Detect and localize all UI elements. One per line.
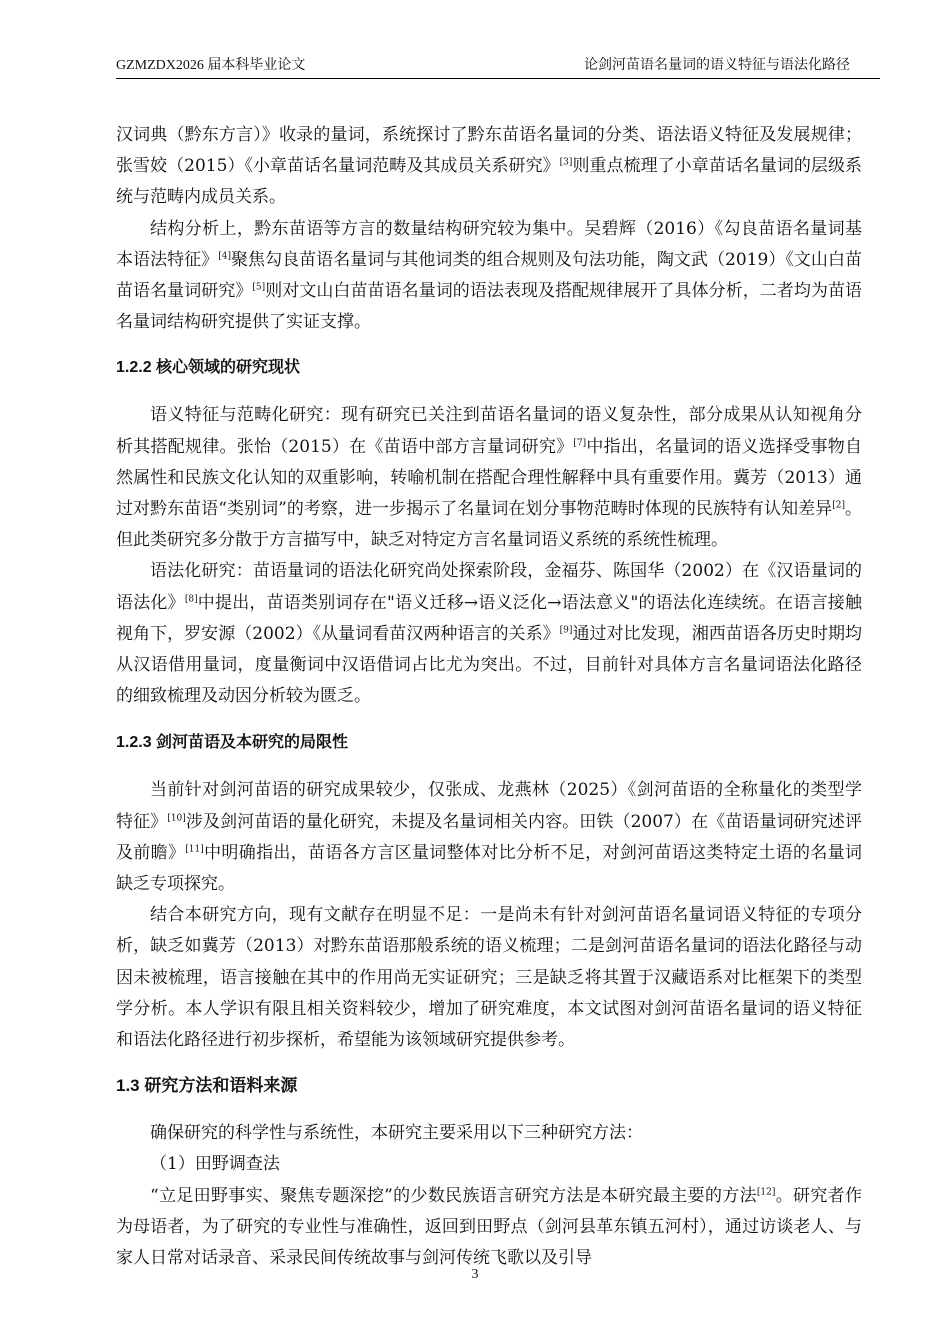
section-heading-1-3: 1.3 研究方法和语料来源 xyxy=(116,1076,298,1096)
paragraph-8-method-title: （1）田野调查法 xyxy=(150,1154,280,1175)
page-number: 3 xyxy=(471,1267,479,1282)
section-heading-1-2-3: 1.2.3 剑河苗语及本研究的局限性 xyxy=(116,734,349,752)
citation-11[interactable]: [11] xyxy=(185,844,204,855)
citation-7[interactable]: [7] xyxy=(573,437,587,448)
header-right-text: 论剑河苗语名量词的语义特征与语法化路径 xyxy=(584,58,850,73)
paragraph-7: 确保研究的科学性与系统性，本研究主要采用以下三种研究方法： xyxy=(150,1123,643,1144)
citation-8[interactable]: [8] xyxy=(184,593,198,604)
citation-4[interactable]: [4] xyxy=(218,251,231,262)
citation-2[interactable]: [2] xyxy=(832,500,845,511)
citation-5[interactable]: [5] xyxy=(252,282,266,293)
paragraph-1: 汉词典（黔东方言）》收录的量词，系统探讨了黔东苗语名量词的分类、语法语义特征及发展规律；张雪姣（2015）《小章苗话名量词范畴及其成员关系研究》[3]则重点梳理了小章苗话名量词的层级系统与范畴内成员关系。 xyxy=(116,125,863,208)
paragraph-4: 语法化研究：苗语量词的语法化研究尚处探索阶段，金福芬、陈国华（2002）在《汉语量词的语法化》[8]中提出，苗语类别词存在"语义迁移→语义泛化→语法意义"的语法化连续统。在语言接触视角下，罗安源（2002）《从量词看苗汉两种语言的关系》[9]通过对比发现，湘西苗语各历史时期均从汉语借用量词，度量衡词中汉语借词占比尤为突出。不过，目前针对具体方言名量词语法化路径的细致梳理及动因分析较为匮乏。 xyxy=(116,561,863,707)
citation-9[interactable]: [9] xyxy=(559,625,573,636)
citation-10[interactable]: [10] xyxy=(167,813,186,823)
page-body xyxy=(116,120,862,1274)
header-left-text: GZMZDX2026 届本科毕业论文 xyxy=(116,58,306,73)
citation-12[interactable]: [12] xyxy=(756,1187,776,1198)
paragraph-5: 当前针对剑河苗语的研究成果较少，仅张成、龙燕林（2025）《剑河苗语的全称量化的类型学特征》[10]涉及剑河苗语的量化研究，未提及名量词相关内容。田铁（2007）在《苗语量词研究述评及前瞻》[11]中明确指出，苗语各方言区量词整体对比分析不足，对剑河苗语这类特定土语的名量词缺乏专项探究。 xyxy=(116,780,863,895)
paragraph-2: 结构分析上，黔东苗语等方言的数量结构研究较为集中。吴碧辉（2016）《勾良苗语名量词基本语法特征》[4]聚焦勾良苗语名量词与其他词类的组合规则及句法功能，陶文武（2019）《文山白苗苗语名量词研究》[5]则对文山白苗苗语名量词的语法表现及搭配规律展开了具体分析，二者均为苗语名量词结构研究提供了实证支撑。 xyxy=(116,218,863,333)
paragraph-9: “立足田野事实、聚焦专题深挖”的少数民族语言研究方法是本研究最主要的方法[12]。研究者作为母语者，为了研究的专业性与准确性，返回到田野点（剑河县革东镇五河村），通过访谈老人、与家人日常对话录音、采录民间传统故事与剑河传统飞歌以及引导 xyxy=(116,1185,862,1269)
page-header xyxy=(116,44,880,79)
paragraph-6: 结合本研究方向，现有文献存在明显不足：一是尚未有针对剑河苗语名量词语义特征的专项分析，缺乏如冀芳（2013）对黔东苗语那般系统的语义梳理；二是剑河苗语名量词的语法化路径与动因未被梳理，语言接触在其中的作用尚无实证研究；三是缺乏将其置于汉藏语系对比框架下的类型学分析。本人学识有限且相关资料较少，增加了研究难度，本文试图对剑河苗语名量词的语义特征和语法化路径进行初步探析，希望能为该领域研究提供参考。 xyxy=(116,905,862,1051)
citation-3[interactable]: [3] xyxy=(559,157,573,168)
paragraph-3: 语义特征与范畴化研究：现有研究已关注到苗语名量词的语义复杂性，部分成果从认知视角分析其搭配规律。张怡（2015）在《苗语中部方言量词研究》[7]中指出，名量词的语义选择受事物自然属性和民族文化认知的双重影响，转喻机制在搭配合理性解释中具有重要作用。冀芳（2013）通过对黔东苗语“类别词”的考察，进一步揭示了名量词在划分事物范畴时体现的民族特有认知差异[2]。但此类研究多分散于方言描写中，缺乏对特定方言名量词语义系统的系统性梳理。 xyxy=(116,405,863,551)
section-heading-1-2-2: 1.2.2 核心领域的研究现状 xyxy=(116,359,301,377)
